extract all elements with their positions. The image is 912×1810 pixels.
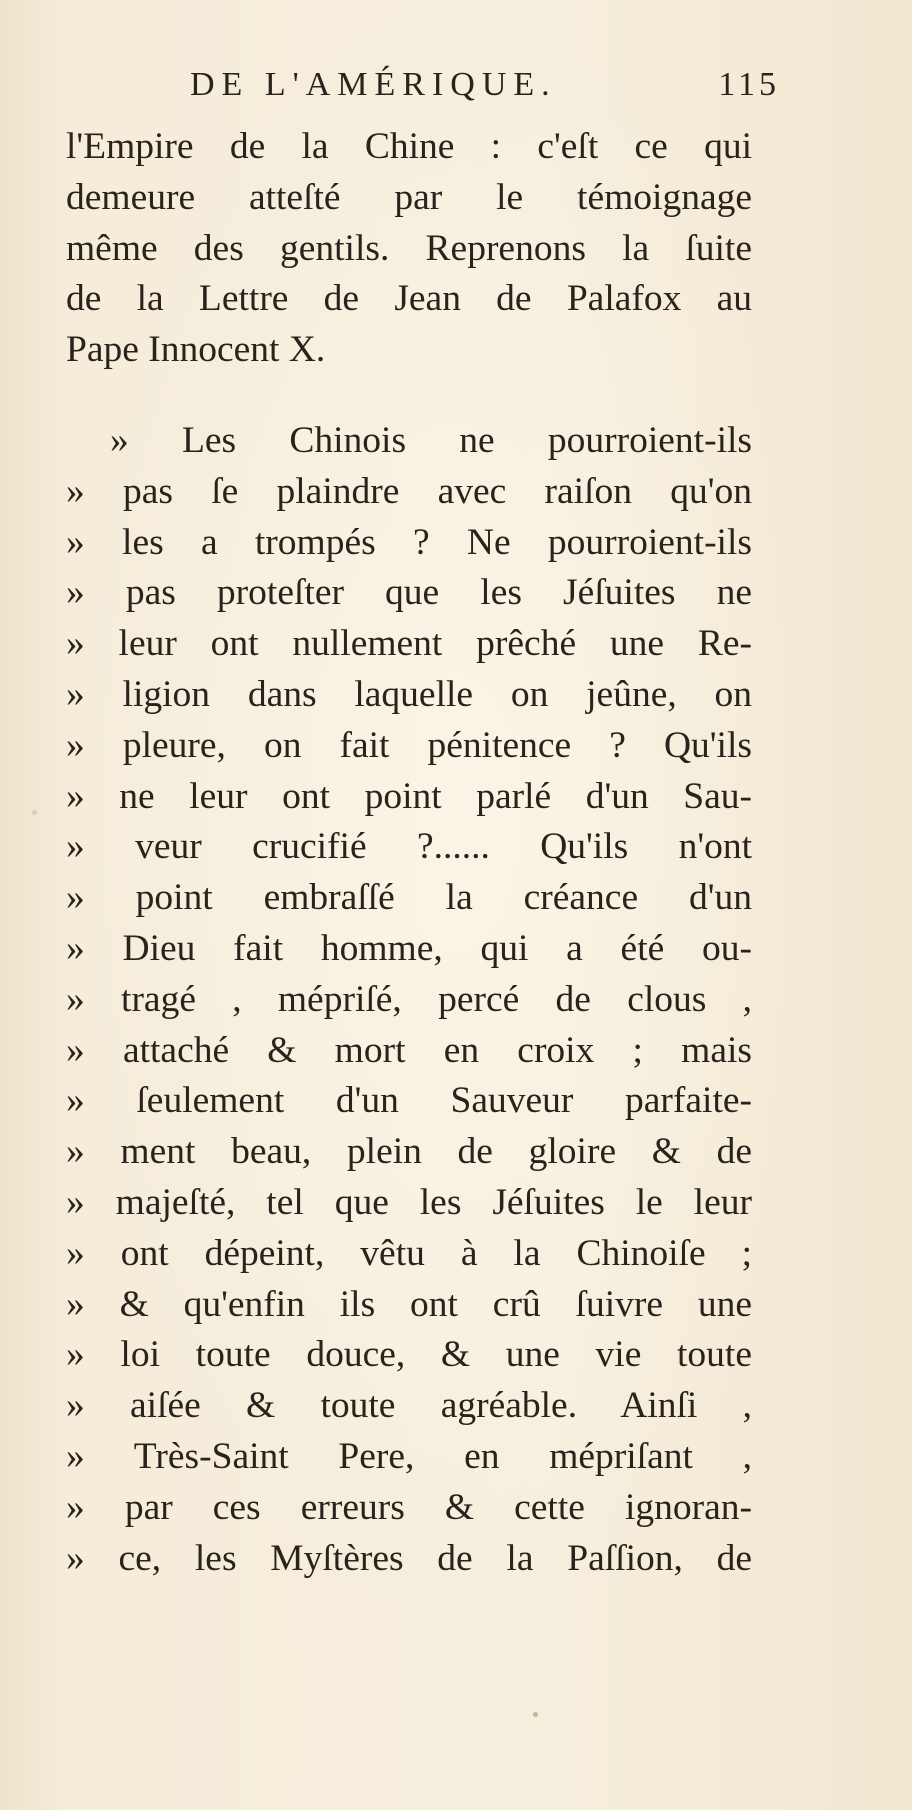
page-header [190,66,780,116]
text-line: » loi toute douce, & une vie toute [66,1334,752,1376]
paper-speck [32,810,37,815]
text-line: » Dieu fait homme, qui a été ou- [66,927,752,969]
text-line: » ont dépeint, vêtu à la Chinoiſe ; [66,1232,752,1274]
text-line: de la Lettre de Jean de Palafox au [66,278,752,320]
paragraph-2-quotation [66,416,752,1584]
running-head: DE L'AMÉRIQUE. [190,66,557,103]
text-line: » ligion dans laquelle on jeûne, on [66,673,752,715]
text-line: » pas proteſter que les Jéſuites ne [66,572,752,614]
text-line: » & qu'enfin ils ont crû ſuivre une [66,1283,752,1325]
text-line: » pleure, on fait pénitence ? Qu'ils [66,724,752,766]
text-line: » Les Chinois ne pourroient-ils [110,420,752,461]
text-line: l'Empire de la Chine : c'eſt ce qui [66,126,752,167]
paragraph-1 [66,122,752,376]
text-line: » point embraſſé la créance d'un [66,877,752,919]
text-line: » ne leur ont point parlé d'un Sau- [66,775,752,817]
text-line: » attaché & mort en croix ; mais [66,1029,752,1071]
text-line: » Très-Saint Pere, en mépriſant , [66,1435,752,1477]
text-line: » les a trompés ? Ne pourroient-ils [66,521,752,563]
text-line: » aiſée & toute agréable. Ainſi , [66,1385,752,1427]
text-line: Pape Innocent X. [66,329,326,371]
text-line: » ment beau, plein de gloire & de [66,1131,752,1173]
text-line: » tragé , mépriſé, percé de clous , [66,978,752,1020]
text-line: » ce, les Myſtères de la Paſſion, de [66,1537,752,1579]
text-line: » leur ont nullement prêché une Re- [66,623,752,665]
text-line: » ſeulement d'un Sauveur parfaite- [66,1080,752,1122]
text-line: » majeſté, tel que les Jéſuites le leur [66,1181,752,1223]
paper-speck [533,1712,538,1717]
text-line: » pas ſe plaindre avec raiſon qu'on [66,470,752,512]
text-line: » par ces erreurs & cette ignoran- [66,1486,752,1528]
text-line: demeure atteſté par le témoignage [66,176,752,218]
text-line: » veur crucifié ?...... Qu'ils n'ont [66,826,752,868]
text-line: même des gentils. Reprenons la ſuite [66,227,752,269]
page-number: 115 [718,66,780,103]
